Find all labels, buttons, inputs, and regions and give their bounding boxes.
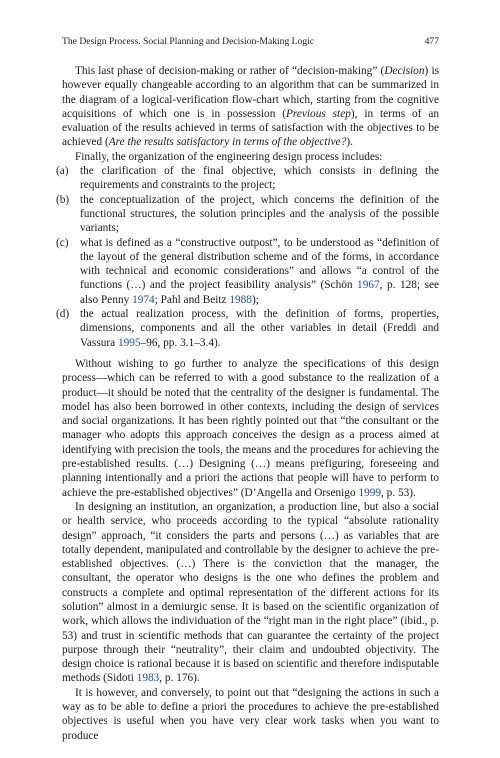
term-results-satisfactory: Are the results satisfactory in terms of the objective?: [108, 136, 347, 149]
list-label-a: (a): [56, 165, 69, 178]
citation-link-penny-1974[interactable]: 1974: [132, 293, 155, 306]
citation-link-dangella-1999[interactable]: 1999: [358, 486, 382, 499]
citation-link-sidoti-1983[interactable]: 1983: [136, 672, 160, 685]
list-item-c: [56, 236, 439, 307]
list-label-b: (b): [56, 193, 70, 206]
list-item-d: [56, 307, 439, 350]
body-text: [56, 64, 440, 743]
term-previous-step: Previous step: [286, 107, 351, 120]
list-label-d: (d): [56, 308, 70, 321]
list-text-b: the conceptualization of the project, which concerns the definition of the functional structures, the solution principles and the analysis of the possible variants;: [80, 193, 439, 235]
design-process-list: [56, 164, 439, 350]
list-text-c: what is defined as a “constructive outpost”, to be understood as “definition of the layout of the general distribution scheme and of the forms, in accordance with technical and economic considerations” and allows “a control of the functions (…) and the project feasibility analysis” (Schön 1967, p. 128; see also Penny 1974; Pahl and Beitz 1988);: [80, 236, 439, 306]
list-text-d: the actual realization process, with the definition of forms, properties, dimensions, components and all the other variables in detail (Freddi and Vassura 1995–96, pp. 3.1–3.4).: [80, 308, 439, 349]
list-label-c: (c): [56, 236, 69, 249]
page-number: 477: [424, 36, 439, 47]
paragraph-designer-centrality: Without wishing to go further to analyze the specifications of this design process—which can be referred to with a good substance to the realization of a product—it should be noted that the centrality of the designer is fundamental. The model has also been borrowed in other contexts, including the design of services and social organizations. It has been rightly pointed out that “the consultant or the manager who adopts this approach conceives the design as a process aimed at identifying with precision the tools, the means and the procedures for achieving the pre-established results. (…) Designing (…) means prefiguring, foreseeing and planning intentionally and a priori the actions that people will have to perform to achieve the pre-established objectives” (D’Angella and Orsenigo 1999, p. 53).: [62, 357, 439, 499]
paragraph-decision-phase: This last phase of decision-making or rather of “decision-making” (Decision) is however equally changeable according to an algorithm that can be summarized in the diagram of a logical-verification flow-chart which, starting from the cognitive acquisitions of which one is in possession (Previous step), in terms of an evaluation of the results achieved in terms of satisfaction with the objectives to be achieved (Are the results satisfactory in terms of the objective?).: [62, 65, 440, 149]
paragraph-institution-design: In designing an institution, an organization, a production line, but also a social or health service, who proceeds according to the typical “absolute rationality design” approach, “it considers the parts and persons (…) as variables that are totally dependent, manipulated and controllable by the designer to achieve the pre-established objectives. (…) There is the conviction that the manager, the consultant, the operator who designs is the one who defines the problem and constructs a complete and optimal representation of the different actions for its solution” almost in a demiurgic sense. It is based on the scientific organization of work, which allows the individuation of the “right man in the right place” (ibid., p. 53) and trust in scientific methods that can guarantee the certainty of the project purpose through their “neutrality”, their claim and undoubted objectivity. The design choice is rational because it is based on scientific and therefore indisputable methods (Sidoti 1983, p. 176).: [62, 500, 439, 685]
running-title: The Design Process. Social Planning and Decision-Making Logic: [62, 36, 315, 47]
list-item-b: [56, 193, 439, 236]
citation-link-schon-1967[interactable]: 1967: [357, 279, 380, 292]
running-header: [62, 36, 439, 48]
citation-link-pahl-beitz-1988[interactable]: 1988: [229, 293, 252, 306]
document-page: [56, 36, 440, 743]
citation-link-freddi-vassura-1995[interactable]: 1995: [117, 336, 141, 349]
list-text-a: the clarification of the final objective, which consists in defining the requirements and constraints to the project;: [80, 165, 439, 192]
term-decision: Decision: [384, 65, 425, 77]
paragraph-conversely: It is however, and conversely, to point out that “designing the actions in such a way as to be able to define a priori the procedures to achieve the pre-established objectives is useful when you have very clear work tasks when you want to produce: [62, 686, 439, 742]
list-item-a: [56, 164, 439, 193]
paragraph-list-intro: Finally, the organization of the engineering design process includes:: [75, 150, 383, 163]
